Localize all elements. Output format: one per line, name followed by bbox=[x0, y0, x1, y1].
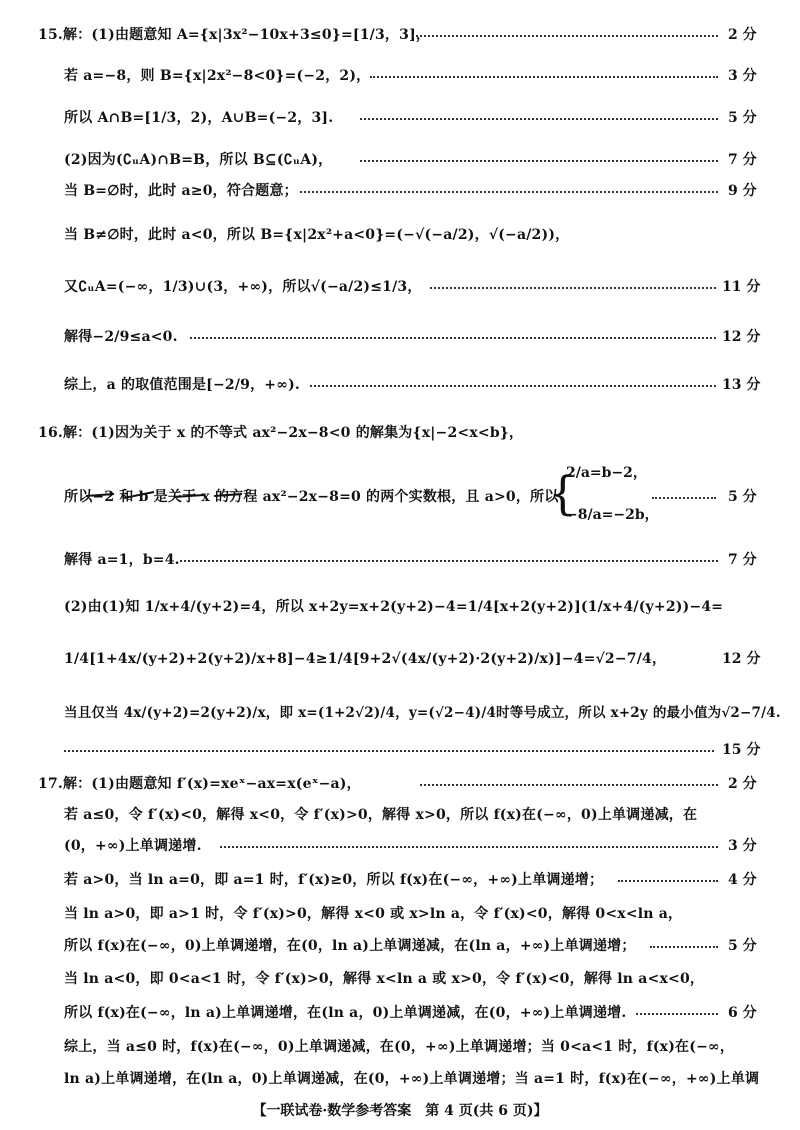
dot-leader bbox=[618, 880, 718, 882]
dot-leader bbox=[180, 560, 718, 562]
solution-line bbox=[0, 590, 800, 620]
line-text: 若 a=−8，则 B={x|2x²−8<0}=(−2，2)， bbox=[64, 68, 371, 84]
solution-line bbox=[0, 18, 800, 48]
solution-line bbox=[0, 733, 800, 763]
dot-leader bbox=[220, 846, 718, 848]
line-text: 所以−2 和 b 是关于 x 的方程 ax²−2x−8=0 的两个实数根，且 a>0，所以 bbox=[64, 489, 559, 505]
solution-line bbox=[0, 863, 800, 893]
solution-line bbox=[0, 1062, 800, 1092]
line-text: 所以 f(x)在(−∞，ln a)上单调递增，在(ln a，0)上单调递减，在(0，+∞)上单调递增. bbox=[64, 1005, 627, 1021]
solution-line bbox=[0, 465, 800, 523]
solution-line bbox=[0, 270, 800, 300]
score-label: 11 分 bbox=[722, 279, 761, 295]
solution-line bbox=[0, 767, 800, 797]
solution-line bbox=[0, 829, 800, 859]
score-label: 7 分 bbox=[728, 152, 757, 168]
dot-leader bbox=[652, 497, 716, 499]
line-text: ln a)上单调递增，在(ln a，0)上单调递减，在(0，+∞)上单调递增；当 a=1 时，f(x)在(−∞，+∞)上单调 bbox=[64, 1071, 760, 1087]
dot-leader bbox=[64, 750, 714, 752]
line-text: 1/4[1+4x/(y+2)+2(y+2)/x+8]−4≥1/4[9+2√(4x/(y+2)·2(y+2)/x)]−4=√2−7/4， bbox=[64, 651, 667, 667]
dot-leader bbox=[420, 784, 718, 786]
solution-line bbox=[0, 218, 800, 248]
score-label: 4 分 bbox=[728, 872, 757, 888]
line-text: 综上，当 a≤0 时，f(x)在(−∞，0)上单调递减，在(0，+∞)上单调递增；当 0<a<1 时，f(x)在(−∞， bbox=[64, 1039, 735, 1055]
score-label: 12 分 bbox=[722, 329, 761, 345]
system-equation-1: 2/a=b−2， bbox=[566, 465, 647, 481]
line-text: 所以 A∩B=[1/3，2)，A∪B=(−2，3]. bbox=[64, 110, 334, 126]
score-label: 13 分 bbox=[722, 377, 761, 393]
page-footer: 【一联试卷·数学参考答案 第 4 页(共 6 页)】 bbox=[252, 1103, 548, 1119]
score-label: 2 分 bbox=[728, 27, 757, 43]
score-label: 2 分 bbox=[728, 776, 757, 792]
system-brace: { bbox=[548, 466, 578, 520]
score-label: 3 分 bbox=[728, 68, 757, 84]
score-label: 5 分 bbox=[728, 110, 757, 126]
score-label: 12 分 bbox=[722, 651, 761, 667]
score-label: 7 分 bbox=[728, 552, 757, 568]
dot-leader bbox=[370, 76, 718, 78]
score-label: 5 分 bbox=[728, 938, 757, 954]
solution-line bbox=[0, 1030, 800, 1060]
solution-line bbox=[0, 642, 800, 672]
dot-leader bbox=[636, 1013, 718, 1015]
solution-line bbox=[0, 143, 800, 173]
line-text: 16.解：(1)因为关于 x 的不等式 ax²−2x−8<0 的解集为{x|−2<x<b}， bbox=[38, 425, 524, 441]
line-text: (2)由(1)知 1/x+4/(y+2)=4，所以 x+2y=x+2(y+2)−4=1/4[x+2(y+2)](1/x+4/(y+2))−4= bbox=[64, 599, 724, 615]
line-text: (2)因为(∁ᵤA)∩B=B，所以 B⊆(∁ᵤA)， bbox=[64, 152, 333, 168]
solution-line bbox=[0, 368, 800, 398]
solution-line bbox=[0, 320, 800, 350]
line-text: 若 a>0，当 ln a=0，即 a=1 时，f′(x)≥0，所以 f(x)在(−∞，+∞)上单调递增； bbox=[64, 872, 604, 888]
score-label: 9 分 bbox=[728, 183, 757, 199]
solution-line bbox=[0, 101, 800, 131]
solution-line bbox=[0, 416, 800, 446]
score-label: 6 分 bbox=[728, 1005, 757, 1021]
line-text: 当 ln a<0，即 0<a<1 时，令 f′(x)>0，解得 x<ln a 或 x>0，令 f′(x)<0，解得 ln a<x<0， bbox=[64, 971, 705, 987]
solution-line bbox=[0, 962, 800, 992]
solution-line bbox=[0, 798, 800, 828]
line-text: 15.解：(1)由题意知 A={x|3x²−10x+3≤0}=[1/3，3]， bbox=[38, 27, 431, 43]
line-text: 解得−2/9≤a<0. bbox=[64, 329, 178, 345]
solution-line bbox=[0, 695, 800, 725]
score-label: 3 分 bbox=[728, 838, 757, 854]
line-text: 17.解：(1)由题意知 f′(x)=xeˣ−ax=x(eˣ−a)， bbox=[38, 776, 361, 792]
dot-leader bbox=[412, 35, 718, 37]
dot-leader bbox=[300, 191, 718, 193]
dot-leader bbox=[310, 385, 716, 387]
solution-line bbox=[0, 59, 800, 89]
solution-line bbox=[0, 543, 800, 573]
solution-line bbox=[0, 929, 800, 959]
line-text: 当 ln a>0，即 a>1 时，令 f′(x)>0，解得 x<0 或 x>ln a，令 f′(x)<0，解得 0<x<ln a， bbox=[64, 906, 683, 922]
dot-leader bbox=[360, 118, 718, 120]
line-text: 若 a≤0，令 f′(x)<0，解得 x<0，令 f′(x)>0，解得 x>0，所以 f(x)在(−∞，0)上单调递减，在 bbox=[64, 807, 698, 823]
dot-leader bbox=[360, 160, 718, 162]
score-label: 5 分 bbox=[728, 489, 757, 505]
line-text: 解得 a=1，b=4. bbox=[64, 552, 180, 568]
line-text: 所以 f(x)在(−∞，0)上单调递增，在(0，ln a)上单调递减，在(ln a，+∞)上单调递增； bbox=[64, 938, 636, 954]
line-text: 当 B≠∅时，此时 a<0，所以 B={x|2x²+a<0}=(−√(−a/2)，√(−a/2))， bbox=[64, 227, 570, 243]
solution-line bbox=[0, 996, 800, 1026]
dot-leader bbox=[650, 946, 718, 948]
solution-line bbox=[0, 174, 800, 204]
line-text: 当 B=∅时，此时 a≥0，符合题意； bbox=[64, 183, 298, 199]
system-equation-2: −8/a=−2b， bbox=[566, 507, 659, 523]
line-text: 又∁ᵤA=(−∞，1/3)∪(3，+∞)，所以√(−a/2)≤1/3， bbox=[64, 279, 422, 295]
solution-line bbox=[0, 897, 800, 927]
line-text: (0，+∞)上单调递增. bbox=[64, 838, 202, 854]
dot-leader bbox=[430, 287, 716, 289]
line-text: 当且仅当 4x/(y+2)=2(y+2)/x，即 x=(1+2√2)/4，y=(√2−4)/4时等号成立，所以 x+2y 的最小值为√2−7/4. bbox=[64, 705, 781, 721]
score-label: 15 分 bbox=[722, 742, 761, 758]
dot-leader bbox=[190, 337, 716, 339]
line-text: 综上，a 的取值范围是[−2/9，+∞). bbox=[64, 377, 300, 393]
